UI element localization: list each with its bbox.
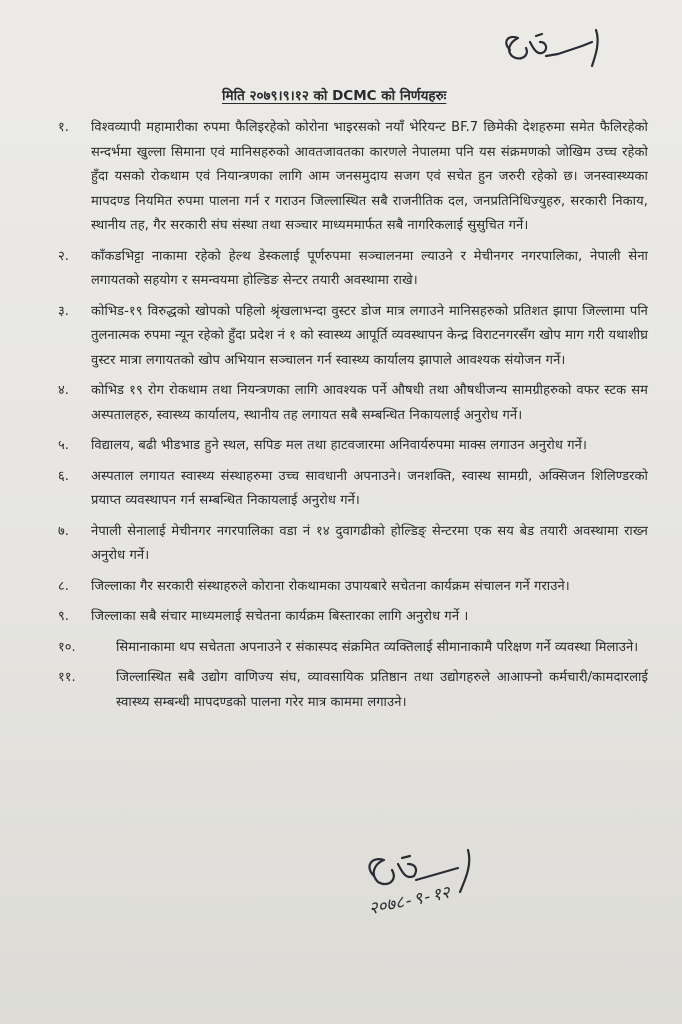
signature-date: २०७८-९-१२: [367, 882, 452, 920]
item-number: ६.: [58, 468, 69, 484]
decision-item: [58, 636, 648, 661]
item-number: ७.: [58, 523, 69, 539]
item-text: जिल्लास्थित सबै उद्योग वाणिज्य संघ, व्यावसायिक प्रतिष्ठान तथा उद्योगहरुले आआफ्नो कर्मचारी/कामदारलाई स्वास्थ्य सम्बन्धी मापदण्डको पालना गरेर मात्र काममा लगाउने।: [116, 670, 648, 710]
signature-top: [496, 20, 616, 75]
item-text: नेपाली सेनालाई मेचीनगर नगरपालिका वडा नं १४ दुवागढीको होल्डिङ् सेन्टरमा एक सय बेड तयारी अवस्थामा राख्न अनुरोध गर्ने।: [91, 523, 648, 563]
item-number: ९.: [58, 609, 69, 624]
decision-item: [58, 575, 648, 600]
decision-item: [58, 465, 648, 514]
item-text: अस्पताल लगायत स्वास्थ्य संस्थाहरुमा उच्च सावधानी अपनाउने। जनशक्ति, स्वास्थ सामग्री, अक्सिजन शिलिण्डरको प्रयाप्त व्यवस्थापन गर्न सम्बन्धित निकायलाई अनुरोध गर्ने।: [91, 468, 648, 508]
item-number: ४.: [58, 383, 69, 398]
item-text: कोभिड १९ रोग रोकथाम तथा नियन्त्रणका लागि आवश्यक पर्ने औषधी तथा औषधीजन्य सामग्रीहरुको वफर स्टक सम अस्पतालहरु, स्वास्थ्य कार्यालय, स्थानीय तह लगायत सबै सम्बन्धित निकायलाई अनुरोध गर्ने।: [91, 383, 648, 423]
decision-item: [58, 116, 648, 239]
decision-item: [58, 300, 648, 374]
page-title: मिति २०७९।९।१२ को DCMC को निर्णयहरुः: [222, 88, 447, 104]
decision-item: [58, 605, 648, 630]
item-text: जिल्लाका गैर सरकारी संस्थाहरुले कोराना रोकथामका उपायबारे सचेतना कार्यक्रम संचालन गर्ने गराउने।: [91, 578, 570, 594]
item-number: १.: [58, 120, 69, 135]
decision-item: [58, 666, 648, 715]
item-number: ८.: [58, 578, 69, 594]
item-text: सिमानाकामा थप सचेतता अपनाउने र संकास्पद संक्रमित व्यक्तिलाई सीमानाकामै परिक्षण गर्ने व्यवस्था मिलाउने।: [116, 639, 639, 655]
item-number: १०.: [58, 639, 76, 655]
item-number: ३.: [58, 303, 69, 319]
item-text: काँकडभिट्टा नाकामा रहेको हेल्थ डेस्कलाई पूर्णरुपमा सञ्चालनमा ल्याउने र मेचीनगर नगरपालिका, नेपाली सेना लगायतको सहयोग र समन्वयमा होल्डिङ सेन्टर तयारी अवस्थामा राखे।: [91, 248, 648, 288]
item-text: कोभिड-१९ विरुद्धको खोपको पहिलो श्रृंखलाभन्दा वुस्टर डोज मात्र लगाउने मानिसहरुको प्रतिशत झापा जिल्लामा पनि तुलनात्मक रुपमा न्यून रहेको हुँदा प्रदेश नं १ को स्वास्थ्य आपूर्ति व्यवस्थापन केन्द्र विराटनगरसँग खोप माग गरी यथाशीघ्र वुस्टर मात्रा लगायतको खोप अभियान सञ्चालन गर्न स्वास्थ्य कार्यालय झापाले आवश्यक संयोजन गर्ने।: [91, 303, 648, 368]
decision-item: [58, 379, 648, 428]
item-text: जिल्लाका सबै संचार माध्यमलाई सचेतना कार्यक्रम बिस्तारका लागि अनुरोध गर्ने ।: [91, 609, 469, 624]
decision-list: [58, 116, 648, 721]
decision-item: [58, 520, 648, 569]
item-text: विश्वव्यापी महामारीका रुपमा फैलिइरहेको कोरोना भाइरसको नयाँ भेरियन्ट BF.7 छिमेकी देशहरुमा समेत फैलिरहेको सन्दर्भमा खुल्ला सिमाना एवं मानिसहरुको आवतजावतका कारणले नेपालमा पनि यस संक्रमणको जोखिम उच्च रहेको हुँदा यसको रोकथाम एवं नियान्त्रणका लागि आम जनसमुदाय सजग एवं सचेत हुन जरुरी रहेको छ। जनस्वास्थ्यका मापदण्ड नियमित रुपमा पालना गर्न र गराउन जिल्लास्थित सबै राजनीतिक दल, जनप्रतिनिधिज्युहरु, सरकारी निकाय, स्थानीय तह, गैर सरकारी संघ संस्था तथा सञ्चार माध्यममार्फत सबै नागरिकलाई सुसुचित गर्ने।: [91, 120, 648, 233]
item-number: ५.: [58, 438, 69, 453]
decision-item: [58, 434, 648, 459]
item-text: विद्यालय, बढी भीडभाड हुने स्थल, सपिङ मल तथा हाटवजारमा अनिवार्यरुपमा माक्स लगाउन अनुरोध गर्ने।: [91, 438, 587, 453]
item-number: २.: [58, 248, 69, 264]
item-number: ११.: [58, 670, 76, 685]
decision-item: [58, 245, 648, 294]
